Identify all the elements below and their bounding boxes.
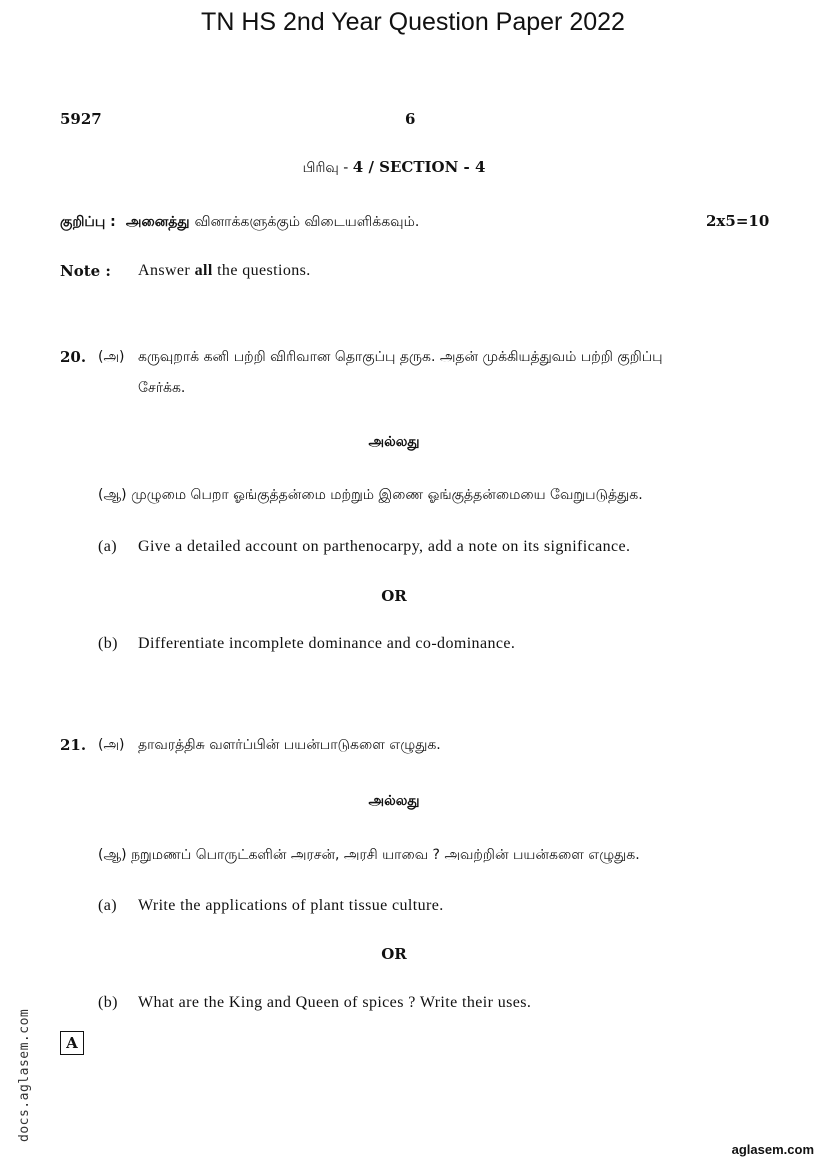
question-21-b-text: What are the King and Queen of spices ? Write their uses. bbox=[138, 994, 532, 1011]
section-heading-tamil: பிரிவு - bbox=[302, 160, 353, 176]
question-20-a-tamil-line2: சேர்க்க. bbox=[138, 380, 186, 396]
question-21-a-tamil: தாவரத்திசு வளர்ப்பின் பயன்பாடுகளை எழுதுக. bbox=[138, 737, 441, 753]
footer-watermark: aglasem.com bbox=[731, 1142, 814, 1157]
question-21-a-text: Write the applications of plant tissue culture. bbox=[138, 897, 444, 914]
question-20-number: 20. bbox=[60, 348, 87, 366]
instruction-tamil-text: வினாக்களுக்கும் விடையளிக்கவும். bbox=[194, 214, 420, 230]
side-watermark: docs.aglasem.com bbox=[17, 1008, 32, 1142]
page-number: 6 bbox=[405, 110, 416, 128]
question-20-b-tamil: (ஆ) முழுமை பெறா ஓங்குத்தன்மை மற்றும் இணை ஓங்குத்தன்மையை வேறுபடுத்துக. bbox=[98, 487, 643, 503]
question-20-b-text: Differentiate incomplete dominance and co-dominance. bbox=[138, 635, 516, 652]
question-21-number: 21. bbox=[60, 736, 87, 754]
question-20-a-tamil-label: (அ) bbox=[98, 349, 125, 365]
question-21-or: OR bbox=[381, 945, 407, 963]
section-heading-english: 4 / SECTION - 4 bbox=[352, 158, 486, 176]
instruction-tamil-label: குறிப்பு : bbox=[60, 214, 116, 230]
question-20-a-label: (a) bbox=[98, 538, 117, 555]
page-title: TN HS 2nd Year Question Paper 2022 bbox=[201, 8, 625, 36]
question-20-a-tamil-line1: கருவுறாக் கனி பற்றி விரிவான தொகுப்பு தருக. அதன் முக்கியத்துவம் பற்றி குறிப்பு bbox=[138, 349, 663, 365]
question-21-b-tamil: (ஆ) நறுமணப் பொருட்களின் அரசன், அரசி யாவை ? அவற்றின் பயன்களை எழுதுக. bbox=[98, 847, 640, 863]
question-paper-code: 5927 bbox=[60, 110, 102, 128]
question-21-b-label: (b) bbox=[98, 994, 118, 1011]
question-20-or: OR bbox=[381, 587, 407, 605]
question-21-a-tamil-label: (அ) bbox=[98, 737, 125, 753]
section-heading bbox=[0, 157, 788, 178]
note-text: Answer all the questions. bbox=[138, 262, 311, 279]
note-label: Note : bbox=[60, 262, 111, 280]
marks-allocation: 2x5=10 bbox=[706, 212, 770, 230]
question-20-or-tamil: அல்லது bbox=[368, 434, 420, 450]
question-20-a-text: Give a detailed account on parthenocarpy, add a note on its significance. bbox=[138, 538, 631, 555]
instruction-tamil bbox=[60, 211, 419, 232]
page-marker-box: A bbox=[60, 1031, 84, 1055]
question-21-a-label: (a) bbox=[98, 897, 117, 914]
question-20-b-label: (b) bbox=[98, 635, 118, 652]
question-21-or-tamil: அல்லது bbox=[368, 793, 420, 809]
instruction-tamil-bold: அனைத்து bbox=[125, 214, 190, 230]
